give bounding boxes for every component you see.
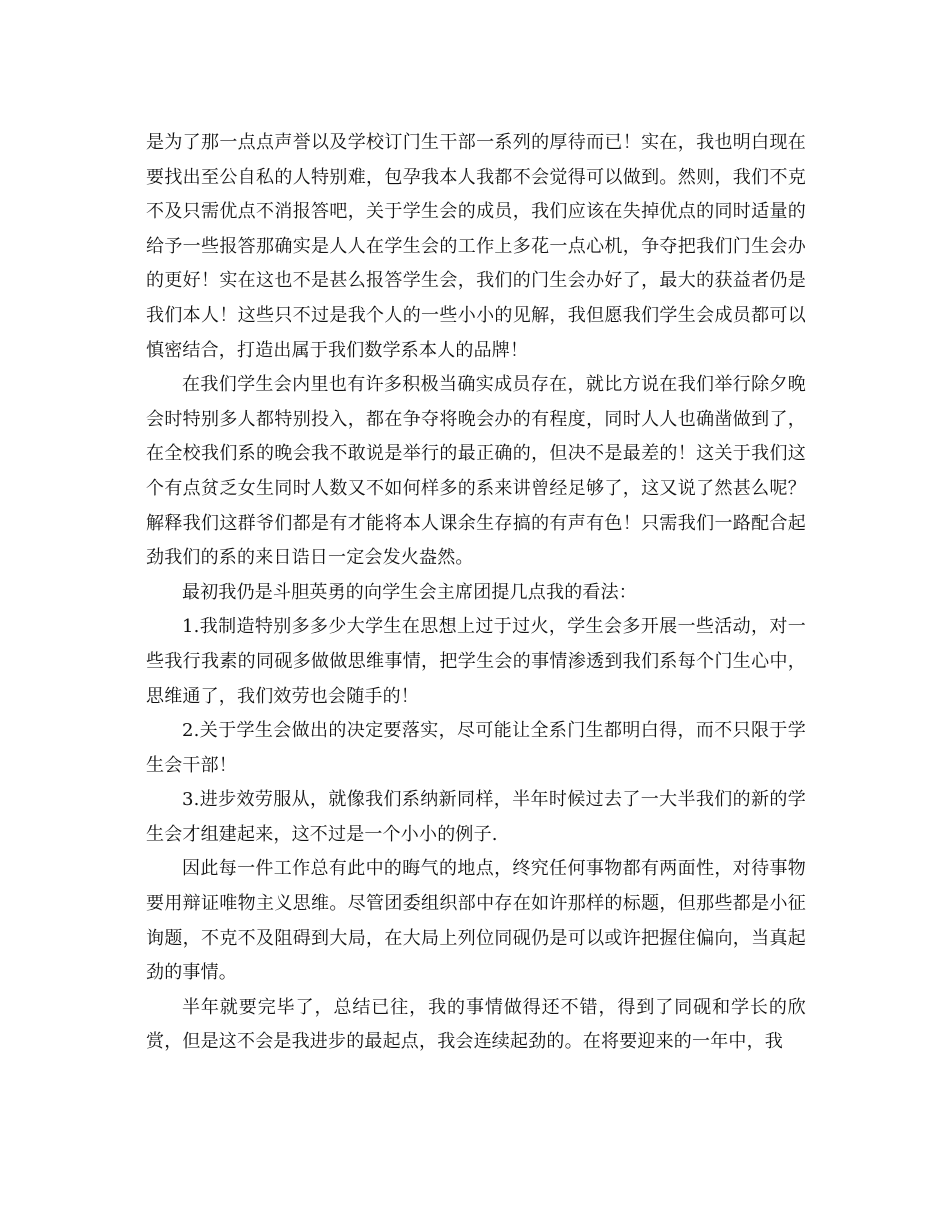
document-body	[146, 126, 806, 1060]
paragraph-1: 是为了那一点点声誉以及学校订门生干部一系列的厚待而已！实在，我也明白现在要找出至公自私的人特别难，包孕我本人我都不会觉得可以做到。然则，我们不克不及只需优点不消报答吧，关于学生会的成员，我们应该在失掉优点的同时适量的给予一些报答那确实是人人在学生会的工作上多花一点心机，争夺把我们门生会办的更好！实在这也不是甚么报答学生会，我们的门生会办好了，最大的获益者仍是我们本人！这些只不过是我个人的一些小小的见解，我但愿我们学生会成员都可以慎密结合，打造出属于我们数学系本人的品牌！	[146, 132, 806, 361]
paragraph-6: 3.进步效劳服从，就像我们系纳新同样，半年时候过去了一大半我们的新的学生会才组建起来，这不过是一个小小的例子.	[146, 789, 806, 845]
paragraph-2: 在我们学生会内里也有许多积极当确实成员存在，就比方说在我们举行除夕晚会时特别多人都特别投入，都在争夺将晚会办的有程度，同时人人也确凿做到了，在全校我们系的晚会我不敢说是举行的最正确的，但决不是最差的！这关于我们这个有点贫乏女生同时人数又不如何样多的系来讲曾经足够了，这又说了然甚么呢？解释我们这群爷们都是有才能将本人课余生存搞的有声有色！只需我们一路配合起劲我们的系的来日诰日一定会发火盎然。	[146, 374, 806, 569]
paragraph-5: 2.关于学生会做出的决定要落实，尽可能让全系门生都明白得，而不只限于学生会干部！	[146, 720, 806, 776]
paragraph-8: 半年就要完毕了，总结已往，我的事情做得还不错，得到了同砚和学长的欣赏，但是这不会是我进步的最起点，我会连续起劲的。在将要迎来的一年中，我	[146, 996, 806, 1053]
paragraph-7: 因此每一件工作总有此中的晦气的地点，终究任何事物都有两面性，对待事物要用辩证唯物主义思维。尽管团委组织部中存在如许那样的标题，但那些都是小征询题，不克不及阻碍到大局，在大局上列位同砚仍是可以或许把握住偏向，当真起劲的事情。	[146, 858, 806, 984]
paragraph-4: 1.我制造特别多多少大学生在思想上过于过火，学生会多开展一些活动，对一些我行我素的同砚多做做思维事情，把学生会的事情渗透到我们系每个门生心中，思维通了，我们效劳也会随手的！	[146, 616, 806, 707]
paragraph-3: 最初我仍是斗胆英勇的向学生会主席团提几点我的看法：	[182, 581, 637, 603]
